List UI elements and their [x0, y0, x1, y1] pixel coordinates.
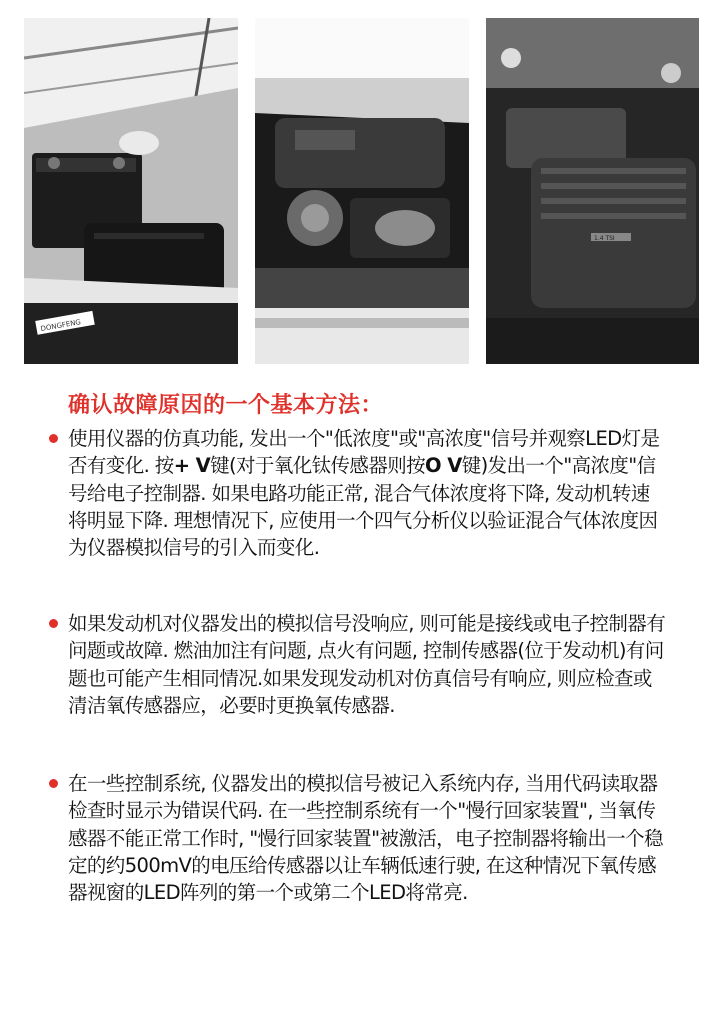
- bullet-paragraph: [68, 770, 666, 906]
- bullet-text: 键)发出一个"高浓度"信号给电子控制器. 如果电路功能正常, 混合气体浓度将下降, 发动机转速将明显下降. 理想情况下, 应使用一个四气分析仪以验证混合气体浓度因为仪器模拟信号的引入而变化.: [68, 454, 658, 560]
- engine-cover-photo: [486, 18, 699, 364]
- bullet-key-text: + V: [173, 454, 211, 478]
- bullet-text: 键(对于氧化钛传感器则按: [210, 454, 426, 478]
- list-item: [68, 425, 666, 561]
- bullet-text: 在一些控制系统, 仪器发出的模拟信号被记入系统内存, 当用代码读取器检查时显示为错误代码. 在一些控制系统有一个"慢行回家装置", 当氧传感器不能正常工作时, "慢行回家装置"被激活，电子控制器将输出一个稳定的约500mV的电压给传感器以让车辆低速行驶, 在这种情况下氧传感器视窗的LED阵列的第一个或第二个LED将常亮.: [68, 772, 663, 905]
- bullet-dot-icon: [49, 779, 58, 788]
- bullet-paragraph: [68, 425, 666, 561]
- bullet-key-text: O V: [425, 454, 462, 478]
- bullet-dot-icon: [49, 434, 58, 443]
- engine-cover-photo-plate: 1.4 TSI: [594, 235, 615, 242]
- engine-block-photo: [255, 18, 469, 364]
- bullet-text: 如果发动机对仪器发出的模拟信号没响应, 则可能是接线或电子控制器有问题或故障. 燃油加注有问题, 点火有问题, 控制传感器(位于发动机)有问题也可能产生相同情况.如果发现发动机对仿真信号有响应, 则应检查或清洁氧传感器应，必要时更换氧传感器.: [68, 612, 666, 717]
- list-item: [68, 610, 666, 719]
- list-item: [68, 770, 666, 906]
- bullet-text: 使用仪器的仿真功能, 发出一个"低浓度"或"高浓度"信号并观察LED灯是否有变化. 按: [68, 427, 660, 478]
- bullet-paragraph: [68, 610, 666, 719]
- engine-bay-battery-photo: [24, 18, 238, 364]
- engine-bay-battery-photo-plate: DONGFENG: [40, 318, 82, 334]
- page-title: 确认故障原因的一个基本方法：: [68, 393, 384, 418]
- bullet-dot-icon: [49, 619, 58, 628]
